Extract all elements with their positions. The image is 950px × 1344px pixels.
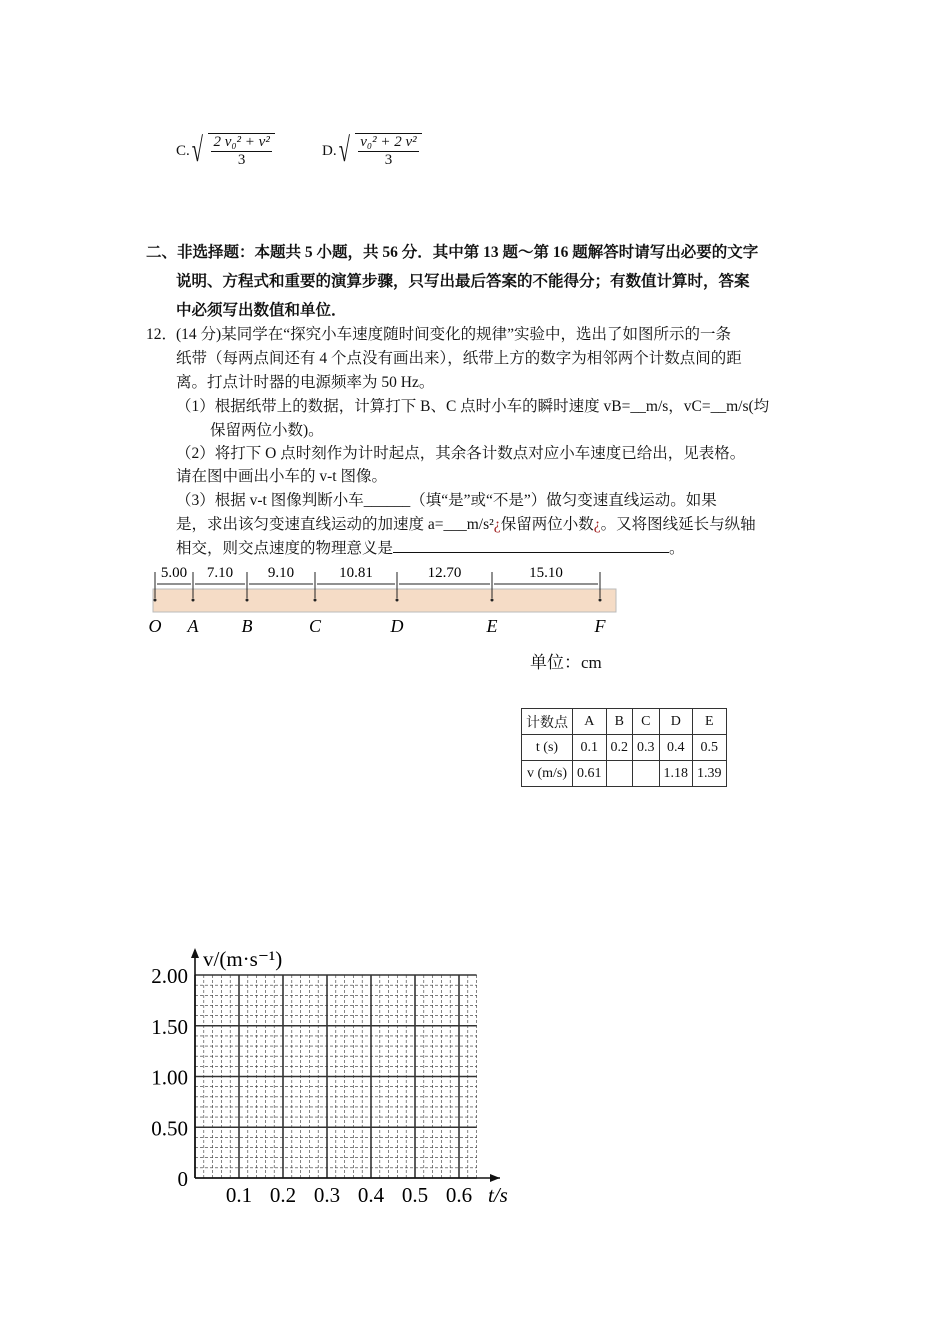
sqrt-icon: √ (338, 132, 350, 169)
point-label: D (390, 616, 404, 636)
table-cell: 0.61 (573, 761, 607, 787)
section-heading-line1: 二、非选择题：本题共 5 小题，共 56 分．其中第 13 题～第 16 题解答时请写出必要的文字 (146, 244, 759, 261)
table-cell (606, 761, 633, 787)
text: 。又将图线延长与纵轴 (600, 516, 756, 533)
dot (192, 599, 195, 602)
dot (314, 599, 317, 602)
table-header-row (522, 709, 727, 735)
table-cell: 计数点 (522, 709, 573, 735)
option-d-numerator: v₀² + 2 v² (360, 134, 417, 150)
y-axis-label: v/(m·s⁻¹) (203, 947, 283, 971)
part-1-text: （1）根据纸带上的数据，计算打下 B、C 点时小车的瞬时速度 vB=__m/s，vC=__m/s(均 (176, 398, 770, 415)
distance-label: 10.81 (339, 565, 373, 581)
x-tick-label: 0.3 (313, 1183, 341, 1207)
table-cell: A (573, 709, 607, 735)
text: 相交，则交点速度的物理意义是 (176, 540, 394, 557)
point-label: B (241, 616, 253, 636)
dot (599, 599, 602, 602)
table-cell (633, 761, 660, 787)
point-label: F (594, 616, 606, 636)
distance-label: 12.70 (427, 565, 462, 581)
sqrt-icon: √ (191, 132, 203, 169)
dot (396, 599, 399, 602)
y-tick-label: 1.00 (151, 1065, 188, 1090)
question-text: 离。打点计时器的电源频率为 50 Hz。 (176, 374, 435, 391)
dot (154, 599, 157, 602)
question-number: 12． (146, 326, 178, 343)
part-3-text: （3）根据 v-t 图像判断小车______（填“是”或“不是”）做匀变速直线运动。如果 (176, 492, 717, 509)
table-cell: 0.2 (606, 735, 633, 761)
point-label: E (486, 616, 498, 636)
text: 。 (669, 540, 685, 557)
y-tick-label: 1.50 (151, 1014, 188, 1039)
y-axis-arrow-icon (191, 948, 199, 958)
paper-tape (153, 589, 616, 612)
data-table (521, 708, 727, 787)
question-text: 纸带（每两点间还有 4 个点没有画出来），纸带上方的数字为相邻两个计数点间的距 (176, 350, 742, 367)
text: 是，求出该匀变速直线运动的加速度 a=___m/s² (176, 516, 494, 533)
section-heading-line3: 中必须写出数值和单位． (176, 302, 347, 319)
table-cell: 1.39 (693, 761, 727, 787)
distance-label: 9.10 (267, 565, 295, 581)
distance-label: 7.10 (206, 565, 234, 581)
table-cell: 0.4 (659, 735, 693, 761)
option-c-label: C. (176, 142, 190, 159)
x-tick-label: 0.1 (225, 1183, 253, 1207)
x-axis-arrow-icon (490, 1174, 500, 1182)
unit-label: 单位：cm (530, 653, 602, 672)
x-tick-label: 0.4 (357, 1183, 385, 1207)
mark: ¿ (493, 516, 501, 533)
dot (491, 599, 494, 602)
table-cell: B (606, 709, 633, 735)
part-2-text: 请在图中画出小车的 v-t 图像。 (176, 468, 387, 485)
mark: ¿ (593, 516, 601, 533)
table-cell: t (s) (522, 735, 573, 761)
dot (246, 599, 249, 602)
x-tick-label: 0.6 (445, 1183, 473, 1207)
table-cell: 1.18 (659, 761, 693, 787)
x-axis-label: t/s (488, 1183, 508, 1207)
option-c-numerator: 2 v₀² + v² (213, 134, 270, 150)
table-cell: v (m/s) (522, 761, 573, 787)
table-row (522, 735, 727, 761)
table-cell: D (659, 709, 693, 735)
point-label: C (308, 616, 322, 636)
option-c-denominator: 3 (237, 152, 246, 168)
part-2-text: （2）将打下 O 点时刻作为计时起点，其余各计数点对应小车速度已给出，见表格。 (176, 445, 746, 462)
point-label: A (187, 616, 199, 636)
table-cell: C (633, 709, 660, 735)
distance-label: 5.00 (160, 565, 188, 581)
y-tick-label: 0 (177, 1167, 188, 1191)
x-tick-label: 0.5 (401, 1183, 429, 1207)
option-d-denominator: 3 (384, 152, 393, 168)
y-tick-label: 2.00 (151, 964, 188, 988)
y-tick-label: 0.50 (151, 1116, 188, 1141)
table-row (522, 761, 727, 787)
x-tick-label: 0.2 (269, 1183, 297, 1207)
section-heading-line2: 说明、方程式和重要的演算步骤，只写出最后答案的不能得分；有数值计算时，答案 (176, 273, 750, 290)
distance-label: 15.10 (529, 565, 563, 581)
table-cell: E (693, 709, 727, 735)
table-cell: 0.1 (573, 735, 607, 761)
part-1-text: 保留两位小数)。 (210, 422, 324, 439)
table-cell: 0.5 (693, 735, 727, 761)
table-cell: 0.3 (633, 735, 660, 761)
question-text: (14 分)某同学在“探究小车速度随时间变化的规律”实验中，选出了如图所示的一条 (176, 326, 731, 343)
text: 保留两位小数 (500, 516, 594, 533)
point-label: O (148, 616, 162, 636)
option-d-label: D. (322, 142, 337, 159)
